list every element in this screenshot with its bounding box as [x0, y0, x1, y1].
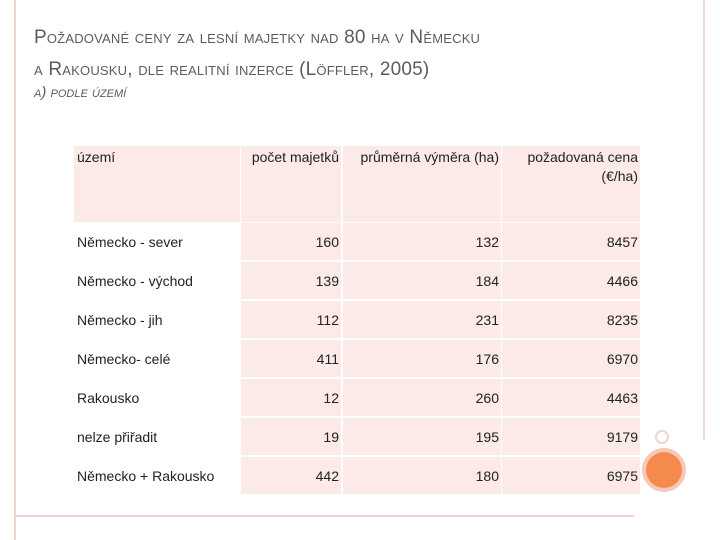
cell-region: Rakousko: [74, 379, 240, 416]
decorative-circle: [646, 452, 682, 488]
slide-title: [34, 22, 684, 86]
slide-frame-bottom: [14, 515, 634, 517]
table-row: [74, 378, 640, 417]
slide-frame-right: [703, 0, 705, 440]
cell-region: Německo - sever: [74, 223, 240, 260]
table-row: [74, 261, 640, 300]
slide-title-line-2: a Rakousku, dle realitní inzerce (Löffler, 2005): [34, 59, 430, 80]
slide-subtitle: a) podle území: [34, 84, 127, 101]
cell-region: Německo- celé: [74, 340, 240, 377]
cell-region: Německo + Rakousko: [74, 457, 240, 494]
header-price: požadovaná cena (€/ha): [502, 146, 640, 222]
table-row: [74, 417, 640, 456]
cell-count: 442: [241, 457, 341, 494]
cell-price: 9179: [502, 418, 640, 455]
cell-count: 411: [241, 340, 341, 377]
cell-region: Německo - jih: [74, 301, 240, 338]
slide-frame-left: [14, 0, 16, 540]
cell-area: 195: [343, 418, 501, 455]
cell-region: nelze přiřadit: [74, 418, 240, 455]
cell-price: 6975: [502, 457, 640, 494]
cell-count: 139: [241, 262, 341, 299]
header-region: území: [74, 146, 240, 222]
cell-price: 8235: [502, 301, 640, 338]
cell-region: Německo - východ: [74, 262, 240, 299]
cell-area: 184: [343, 262, 501, 299]
cell-price: 6970: [502, 340, 640, 377]
cell-area: 132: [343, 223, 501, 260]
cell-price: 8457: [502, 223, 640, 260]
header-count: počet majetků: [241, 146, 341, 222]
table-row: [74, 339, 640, 378]
cell-price: 4463: [502, 379, 640, 416]
slide-title-line-1: Požadované ceny za lesní majetky nad 80 ha v Německu: [34, 27, 481, 48]
cell-count: 19: [241, 418, 341, 455]
cell-count: 160: [241, 223, 341, 260]
decorative-small-circle: [655, 430, 669, 444]
cell-area: 260: [343, 379, 501, 416]
table-row: [74, 300, 640, 339]
cell-count: 112: [241, 301, 341, 338]
cell-area: 180: [343, 457, 501, 494]
table-row: [74, 456, 640, 495]
header-area: průměrná výměra (ha): [343, 146, 501, 222]
cell-price: 4466: [502, 262, 640, 299]
cell-area: 231: [343, 301, 501, 338]
table-header-row: [74, 146, 640, 222]
cell-count: 12: [241, 379, 341, 416]
price-table: [74, 146, 640, 495]
table-row: [74, 222, 640, 261]
cell-area: 176: [343, 340, 501, 377]
